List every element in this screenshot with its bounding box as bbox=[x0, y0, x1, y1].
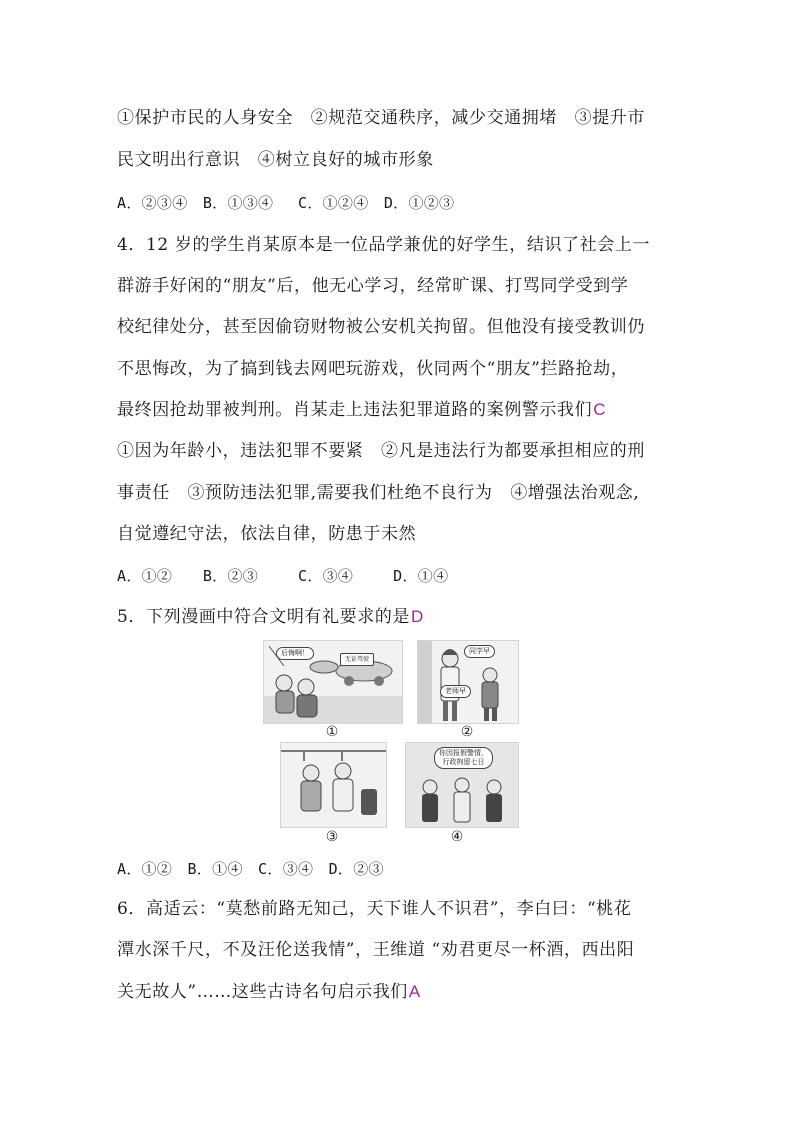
comic-3-caption: ③ bbox=[325, 829, 339, 845]
q6-answer: A bbox=[408, 982, 421, 1001]
comic-1-bubble-regret: 后悔啊！ bbox=[276, 647, 314, 660]
comic-4-bubble-police: 你因报假警情， 行政拘留七日 bbox=[434, 747, 493, 769]
q5-stem-line-1 bbox=[117, 605, 424, 629]
comic-2-bubble-student: 同学早 bbox=[464, 645, 495, 658]
comic-2-bubble-teacher: 老师早 bbox=[440, 685, 471, 698]
q4-stem-line-3: 校纪律处分，甚至因偷窃财物被公安机关拘留。但他没有接受教训仍 bbox=[117, 317, 645, 337]
q4-answer: C bbox=[593, 400, 607, 419]
comic-1-caption: ① bbox=[325, 724, 339, 740]
comic-3-illustration bbox=[280, 742, 387, 828]
q4-statement-line-2: 事责任 ③预防违法犯罪,需要我们杜绝不良行为 ④增强法治观念, bbox=[117, 483, 640, 503]
comic-1-illustration bbox=[263, 640, 403, 724]
q4-options: A．①② B．②③ C．③④ D．①④ bbox=[117, 567, 449, 585]
comic-4-illustration bbox=[405, 742, 519, 828]
q4-statement-line-3: 自觉遵纪守法，依法自律，防患于未然 bbox=[117, 524, 417, 544]
q6-stem-line-3 bbox=[117, 980, 421, 1004]
q4-statement-line-1: ①因为年龄小，违法犯罪不要紧 ②凡是违法行为都要承担相应的刑 bbox=[117, 441, 645, 461]
comic-1-bubble-sign: 无证驾驶 bbox=[340, 653, 374, 666]
q3-options: A．②③④ B．①③④ C．①②④ D．①②③ bbox=[117, 194, 455, 212]
q5-options: A．①② B．①④ C．③④ D．②③ bbox=[117, 860, 384, 878]
q3-statement-line-1: ①保护市民的人身安全 ②规范交通秩序，减少交通拥堵 ③提升市 bbox=[117, 108, 645, 128]
q4-stem-text: 最终因抢劫罪被判刑。肖某走上违法犯罪道路的案例警示我们 bbox=[117, 400, 593, 420]
q6-stem-text: 关无故人”……这些古诗名句启示我们 bbox=[117, 982, 408, 1002]
q5-stem-text: 5．下列漫画中符合文明有礼要求的是 bbox=[117, 607, 411, 627]
q5-answer: D bbox=[411, 607, 424, 626]
q4-stem-line-5 bbox=[117, 398, 606, 422]
comic-3-drawing bbox=[281, 743, 386, 827]
comic-4-caption: ④ bbox=[450, 829, 464, 845]
q6-stem-line-1: 6．高适云：“莫愁前路无知己，天下谁人不识君”，李白曰：“桃花 bbox=[117, 899, 632, 919]
q4-stem-line-1: 4．12 岁的学生肖某原本是一位品学兼优的好学生，结识了社会上一 bbox=[117, 235, 651, 255]
comic-2-illustration bbox=[417, 640, 519, 724]
q6-stem-line-2: 潭水深千尺，不及汪伦送我情”，王维道 “劝君更尽一杯酒，西出阳 bbox=[117, 940, 635, 960]
comic-2-caption: ② bbox=[460, 724, 474, 740]
q4-stem-line-2: 群游手好闲的“朋友”后，他无心学习，经常旷课、打骂同学受到学 bbox=[117, 276, 629, 296]
q3-statement-line-2: 民文明出行意识 ④树立良好的城市形象 bbox=[117, 150, 434, 170]
q4-stem-line-4: 不思悔改，为了搞到钱去网吧玩游戏，伙同两个“朋友”拦路抢劫， bbox=[117, 359, 629, 379]
